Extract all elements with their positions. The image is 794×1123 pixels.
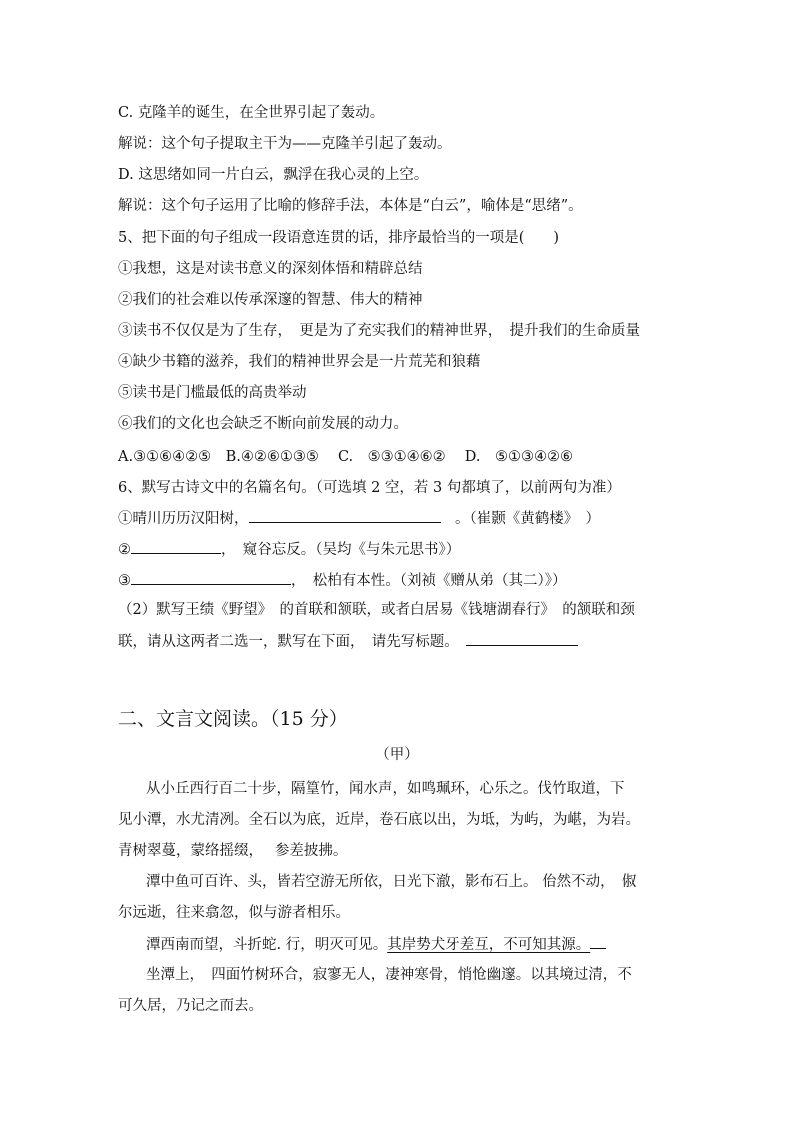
passage-p2-line-1: 潭中鱼可百许、头，皆若空游无所依，日光下澈，影布石上。 佁然不动， 俶 (146, 874, 637, 890)
option-c-sentence: C. 克隆羊的诞生，在全世界引起了轰动。 (118, 105, 385, 121)
q5-item-3: ③读书不仅仅是为了生存， 更是为了充实我们的精神世界， 提升我们的生命质量 (118, 323, 640, 339)
q6-line-3 (118, 570, 567, 591)
q6-part2-line-2 (118, 631, 578, 652)
question-6: 6、默写古诗文中的名篇名句。（可选填 2 空，若 3 句都填了，以前两句为准） (118, 480, 621, 496)
q6-line-2 (118, 539, 460, 560)
q6-line-2-suffix: ， 窥谷忘反。（吴均《与朱元思书》） (221, 542, 461, 558)
option-c-explanation: 解说：这个句子提取主干为——克隆羊引起了轰动。 (118, 136, 452, 152)
q6-part2-text: 联，请从这两者二选一，默写在下面， 请先写标题。 (118, 634, 466, 650)
passage-p4-line-2: 可久居，乃记之而去。 (118, 998, 263, 1014)
q5-options: A.③①⑥④②⑤ B.④②⑥①③⑤ C. ⑤③①④⑥② D. ⑤①③④②⑥ (118, 449, 573, 465)
passage-p1-line-1: 从小丘西行百二十步，隔篁竹，闻水声，如鸣珮环，心乐之。伐竹取道，下 (146, 781, 625, 797)
q6-line-1-prefix: ①晴川历历汉阳树， (118, 511, 249, 527)
option-d-sentence: D. 这思绪如同一片白云，飘浮在我心灵的上空。 (118, 167, 429, 183)
q5-item-6: ⑥我们的文化也会缺乏不断向前发展的动力。 (118, 416, 408, 432)
q6-line-1 (118, 508, 600, 529)
answer-blank-3[interactable] (131, 570, 291, 585)
answer-blank-2[interactable] (131, 539, 221, 554)
passage-p4-line-1: 坐潭上， 四面竹树环合，寂寥无人，凄神寒骨，悄怆幽邃。以其境过清，不 (146, 967, 632, 983)
answer-blank-4[interactable] (466, 631, 578, 646)
section-heading: 二、文言文阅读。（15 分） (118, 708, 348, 730)
passage-p3-text: 潭西南而望，斗折蛇. 行，明灭可见。 (146, 937, 388, 953)
passage-p1-line-2: 见小潭，水尤清冽。全石以为底，近岸，卷石底以出，为坻，为屿，为嵁，为岩。 (118, 812, 640, 828)
q6-part2-line-1: （2）默写王绩《野望》 的首联和颔联，或者白居易《钱塘湖春行》 的颔联和颈 (118, 602, 635, 618)
q5-item-1: ①我想，这是对读书意义的深刻体悟和精辟总结 (118, 261, 423, 277)
q6-line-3-suffix: ， 松柏有本性。（刘祯《赠从弟（其二）》） (291, 573, 567, 589)
q5-item-2: ②我们的社会难以传承深邃的智慧、伟大的精神 (118, 292, 423, 308)
q5-item-5: ⑤读书是门槛最低的高贵举动 (118, 385, 307, 401)
passage-p1-line-3: 青树翠蔓，蒙络摇缀， 参差披拂。 (118, 843, 348, 859)
q6-line-2-prefix: ② (118, 542, 131, 558)
underlined-sentence: 其岸势犬牙差互，不可知其源。 (387, 937, 591, 953)
question-5: 5、把下面的句子组成一段语意连贯的话，排序最恰当的一项是( ) (118, 230, 560, 246)
underline-tail (590, 934, 606, 949)
answer-blank-1[interactable] (249, 508, 441, 523)
option-d-explanation: 解说：这个句子运用了比喻的修辞手法，本体是“白云”，喻体是“思绪”。 (118, 198, 583, 214)
q6-line-1-suffix: 。（崔颢《黄鹤楼》 ） (440, 511, 600, 527)
passage-p3-line-1 (146, 934, 606, 955)
passage-label: （甲） (375, 747, 419, 763)
passage-p2-line-2: 尔远逝，往来翕忽，似与游者相乐。 (118, 905, 350, 921)
q5-item-4: ④缺少书籍的滋养，我们的精神世界会是一片荒芜和狼藉 (118, 354, 481, 370)
q6-line-3-prefix: ③ (118, 573, 131, 589)
